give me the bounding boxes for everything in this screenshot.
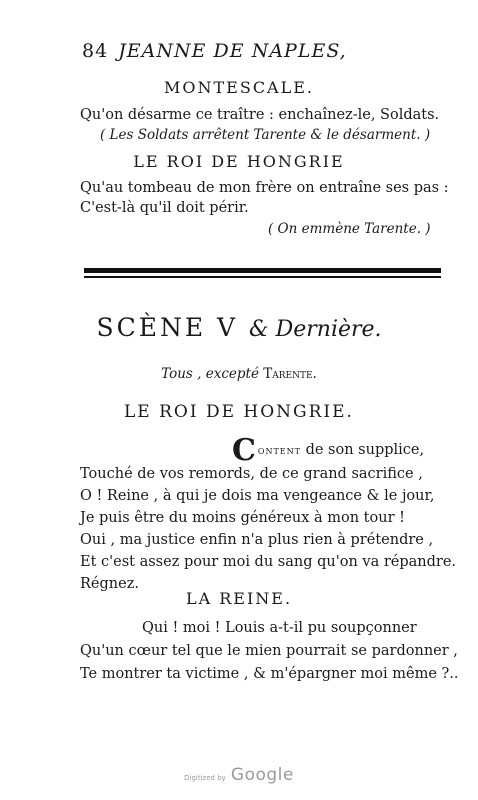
running-header <box>82 40 347 62</box>
verse-line: C'est-là qu'il doit périr. <box>80 200 249 216</box>
speaker-montescale: MONTESCALE. <box>164 78 314 97</box>
verse-line: Qu'on désarme ce traître : enchaînez-le, Soldats. <box>80 107 440 123</box>
dropcap-continuation: ontent <box>257 443 301 457</box>
verse-line-rest: de son supplice, <box>305 442 425 458</box>
scene-subtitle-name: Tarente. <box>263 366 317 382</box>
verse-line-dropcap <box>232 433 425 468</box>
section-rule-thin <box>84 276 441 278</box>
verse-line: Oui , ma justice enfin n'a plus rien à prétendre , <box>80 532 434 548</box>
scene-subtitle <box>0 366 478 382</box>
speaker-roi-de-hongrie: LE ROI DE HONGRIE <box>133 152 345 171</box>
scene-title <box>0 313 478 342</box>
speaker-roi-de-hongrie: LE ROI DE HONGRIE. <box>124 402 354 422</box>
scene-subtitle-italic: Tous , excepté <box>161 366 259 382</box>
section-rule-thick <box>84 268 441 273</box>
verse-line: O ! Reine , à qui je dois ma vengeance & le jour, <box>80 488 435 504</box>
stage-direction: ( Les Soldats arrêtent Tarente & le désarment. ) <box>100 127 431 143</box>
google-logo: Google <box>230 765 294 785</box>
header-title: JEANNE DE NAPLES, <box>118 40 347 62</box>
verse-line: Te montrer ta victime , & m'épargner moi même ?.. <box>80 666 459 682</box>
speaker-la-reine: LA REINE. <box>185 589 293 608</box>
digitized-label: Digitized by <box>184 774 226 782</box>
digitized-watermark <box>0 765 478 785</box>
verse-line: Je puis être du moins généreux à mon tour ! <box>80 510 405 526</box>
page-number: 84 <box>82 40 109 62</box>
verse-line: Qu'un cœur tel que le mien pourrait se pardonner , <box>80 643 458 659</box>
verse-line: Qui ! moi ! Louis a-t-il pu soupçonner <box>142 620 417 636</box>
verse-line: Régnez. <box>80 576 139 592</box>
verse-line: Touché de vos remords, de ce grand sacrifice , <box>80 466 423 482</box>
drop-cap: C <box>232 433 256 468</box>
verse-line: Et c'est assez pour moi du sang qu'on va répandre. <box>80 554 457 570</box>
scene-title-caps: SCÈNE V <box>96 313 239 342</box>
verse-line: Qu'au tombeau de mon frère on entraîne ses pas : <box>80 180 449 196</box>
scene-title-rest: & Dernière. <box>249 317 382 342</box>
stage-direction: ( On emmène Tarente. ) <box>268 221 431 237</box>
